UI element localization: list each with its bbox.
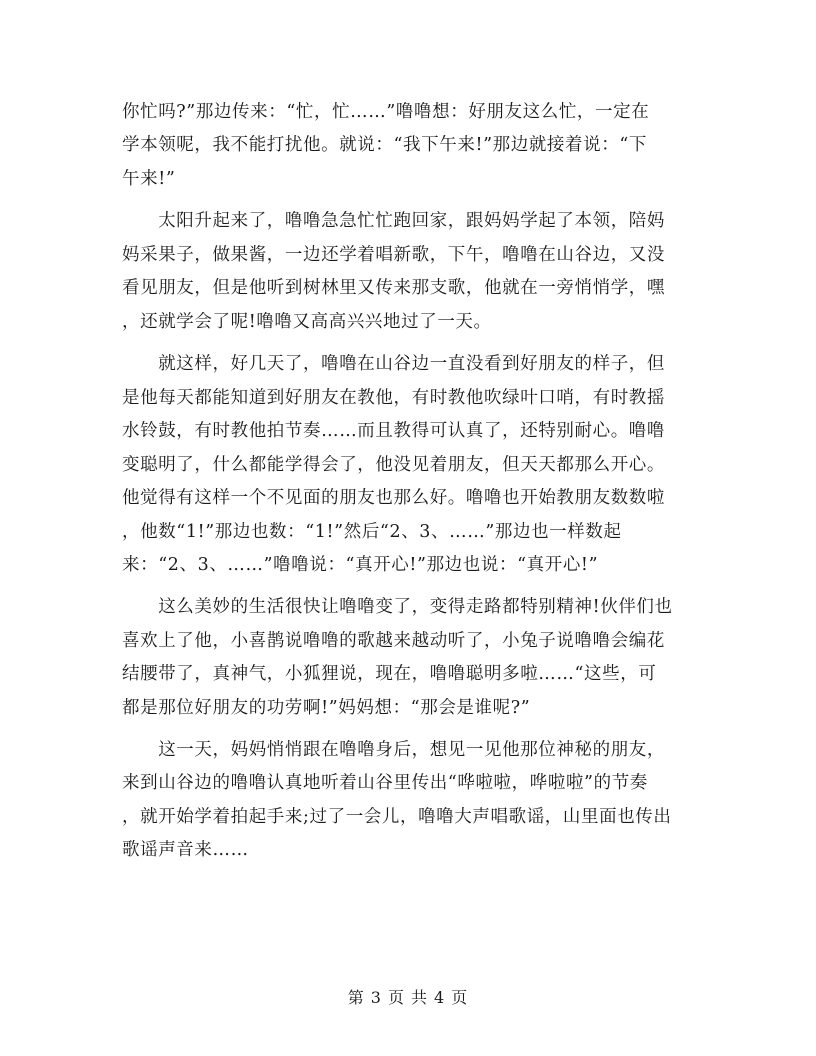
text-line: 他觉得有这样一个不见面的朋友也那么好。噜噜也开始教朋友数数啦 (122, 488, 665, 508)
text-line: 水铃鼓，有时教他拍节奏……而且教得可认真了，还特别耐心。噜噜 (122, 421, 665, 441)
text-line: 这么美妙的生活很快让噜噜变了，变得走路都特别精神!伙伴们也 (122, 597, 673, 617)
text-line: 是他每天都能知道到好朋友在教他，有时教他吹绿叶口哨，有时教摇 (122, 388, 665, 408)
text-line: ，还就学会了呢!噜噜又高高兴兴地过了一天。 (122, 312, 492, 332)
text-line: 喜欢上了他，小喜鹊说噜噜的歌越来越动听了，小兔子说噜噜会编花 (122, 631, 665, 651)
text-line: 你忙吗?”那边传来：“忙，忙……”噜噜想：好朋友这么忙，一定在 (122, 102, 650, 122)
footer-middle: 页 共 (387, 988, 429, 1007)
current-page-number: 3 (370, 988, 382, 1007)
text-line: 就这样，好几天了，噜噜在山谷边一直没看到好朋友的样子，但 (122, 354, 665, 374)
text-line: 歌谣声音来…… (122, 840, 249, 860)
text-line: 太阳升起来了，噜噜急急忙忙跑回家，跟妈妈学起了本领，陪妈 (122, 211, 665, 231)
text-line: ，他数“1!”那边也数：“1!”然后“2、3、……”那边也一样数起 (122, 522, 622, 542)
text-line: 都是那位好朋友的功劳啊!”妈妈想：“那会是谁呢?” (122, 698, 531, 718)
text-line: ，就开始学着拍起手来;过了一会儿，噜噜大声唱歌谣，山里面也传出 (122, 807, 672, 827)
text-line: 这一天，妈妈悄悄跟在噜噜身后，想见一见他那位神秘的朋友， (122, 740, 665, 760)
text-line: 妈采果子，做果酱，一边还学着唱新歌，下午，噜噜在山谷边，又没 (122, 245, 665, 265)
total-pages-number: 4 (434, 988, 446, 1007)
text-line: 看见朋友，但是他听到树林里又传来那支歌，他就在一旁悄悄学，嘿 (122, 278, 665, 298)
footer-prefix: 第 (347, 988, 365, 1007)
page-footer (0, 988, 816, 1008)
text-line: 午来!” (122, 169, 176, 189)
footer-suffix: 页 (451, 988, 469, 1007)
text-line: 来：“2、3、……”噜噜说：“真开心!”那边也说：“真开心!” (122, 555, 599, 575)
text-line: 学本领呢，我不能打扰他。就说：“我下午来!”那边就接着说：“下 (122, 135, 647, 155)
text-line: 变聪明了，什么都能学得会了，他没见着朋友，但天天都那么开心。 (122, 455, 665, 475)
text-line: 来到山谷边的噜噜认真地听着山谷里传出“哗啦啦，哗啦啦”的节奏 (122, 773, 648, 793)
text-line: 结腰带了，真神气，小狐狸说，现在，噜噜聪明多啦……“这些，可 (122, 664, 657, 684)
